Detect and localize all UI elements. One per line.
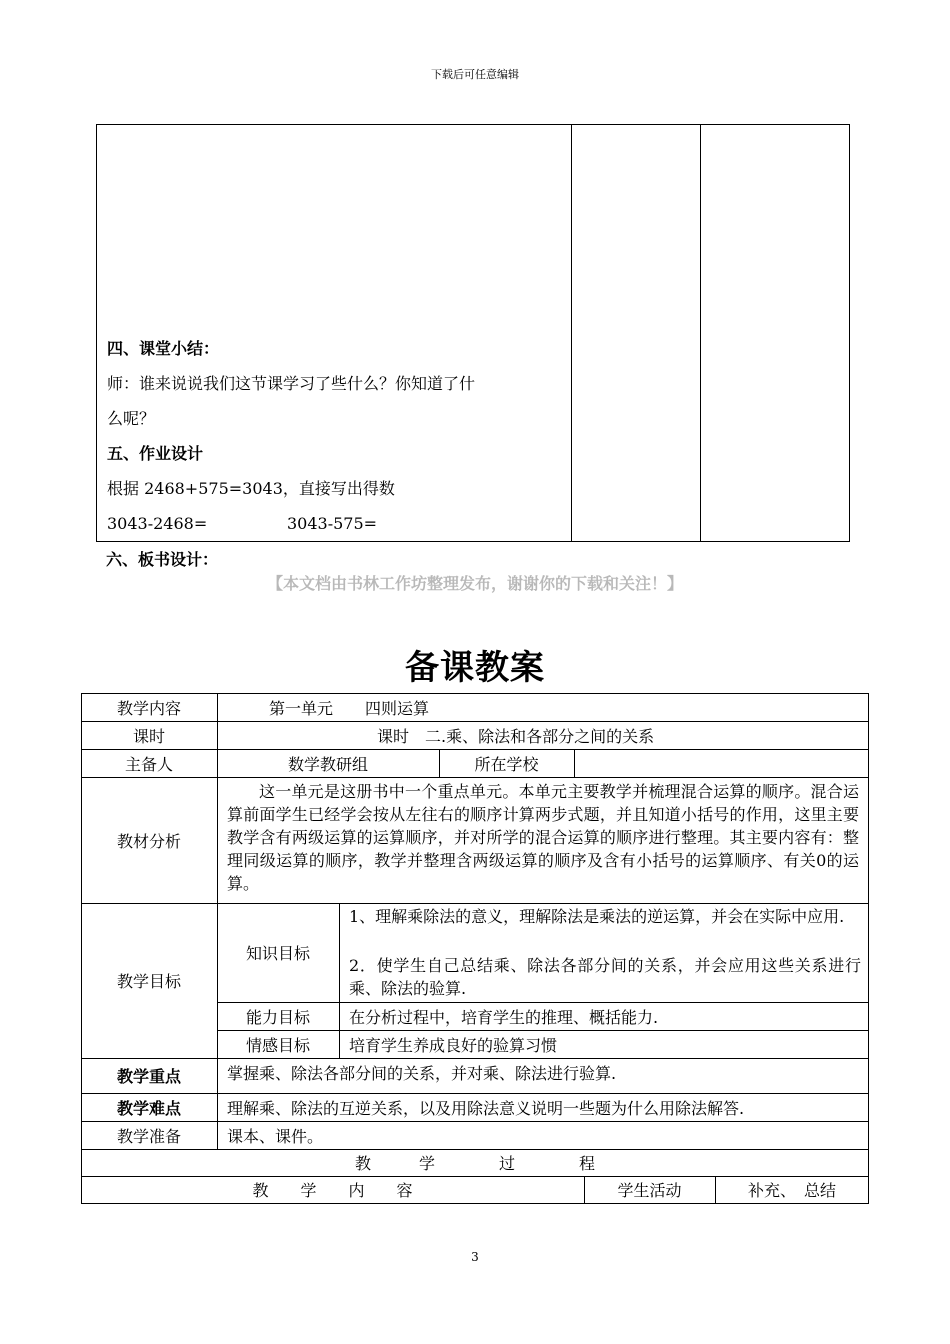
homework-equation-2: 3043-575= [287, 514, 378, 533]
section-six-heading: 六、板书设计： [106, 550, 219, 569]
page-title: 备课教案 [405, 648, 545, 688]
knowledge-label: 知识目标 [245, 944, 310, 963]
prep-label: 教学准备 [116, 1126, 181, 1146]
preparer-value: 数学教研组 [287, 754, 368, 774]
summary-line-2: 么呢？ [107, 409, 156, 428]
header-note: 下载后可任意编辑 [431, 68, 519, 81]
homework-line-1: 根据 2468+575=3043，直接写出得数 [107, 479, 395, 498]
difficulty-label: 教学难点 [116, 1098, 181, 1118]
key-label: 教学重点 [116, 1067, 181, 1086]
content-value: 第一单元 四则运算 [269, 698, 430, 718]
top-lesson-table [96, 124, 850, 542]
process-header: 教 学 过 程 [354, 1154, 595, 1173]
lesson-plan-table [81, 693, 869, 1204]
difficulty-text: 理解乘、除法的互逆关系，以及用除法意义说明一些题为什么用除法解答. [227, 1098, 745, 1118]
goals-label: 教学目标 [116, 972, 181, 991]
column-divider [700, 125, 701, 541]
key-text: 掌握乘、除法各部分间的关系，并对乘、除法进行验算. [227, 1063, 617, 1083]
knowledge-text-1: 1、理解乘除法的意义，理解除法是乘法的逆运算，并会在实际中应用. [349, 907, 845, 926]
summary-line-1: 师：谁来说说我们这节课学习了些什么？你知道了什 [107, 374, 476, 393]
homework-heading: 五、作业设计 [107, 444, 204, 463]
homework-equation-1: 3043-2468= [107, 514, 208, 533]
page-number: 3 [471, 1250, 479, 1264]
ability-label: 能力目标 [245, 1007, 310, 1027]
period-label: 课时 [132, 726, 165, 746]
period-value: 课时 二.乘、除法和各部分之间的关系 [377, 726, 655, 746]
column-content-header: 教 学 内 容 [252, 1181, 413, 1200]
school-label: 所在学校 [474, 754, 539, 774]
analysis-text: 这一单元是这册书中一个重点单元。本单元主要教学并梳理混合运算的顺序。混合运算前面学生已经学会按从左往右的顺序计算两步式题，并且知道小括号的作用，这里主要教学含有两级运算的运算顺序，并对所学的混合运算的顺序进行整理。其主要内容有：整理同级运算的顺序，教学并整理含两级运算的顺序及含有小括号的运算顺序、有关0的运算。 [227, 782, 859, 893]
emotion-label: 情感目标 [245, 1035, 310, 1055]
knowledge-text-2: 2．使学生自己总结乘、除法各部分间的关系，并会应用这些关系进行乘、除法的验算. [349, 956, 861, 998]
content-label: 教学内容 [116, 698, 181, 718]
preparer-label: 主备人 [124, 754, 173, 774]
prep-text: 课本、课件。 [227, 1126, 324, 1146]
column-student-header: 学生活动 [617, 1181, 682, 1200]
column-divider [571, 125, 572, 541]
analysis-label: 教材分析 [116, 831, 181, 851]
column-supplement-header: 补充、 总结 [747, 1181, 836, 1200]
summary-heading: 四、课堂小结： [107, 339, 220, 358]
emotion-text: 培育学生养成良好的验算习惯 [349, 1035, 558, 1055]
ability-text: 在分析过程中，培育学生的推理、概括能力. [349, 1007, 659, 1027]
watermark-notice: 【本文档由书林工作坊整理发布，谢谢你的下载和关注！】 [266, 574, 683, 593]
school-value [584, 749, 864, 777]
